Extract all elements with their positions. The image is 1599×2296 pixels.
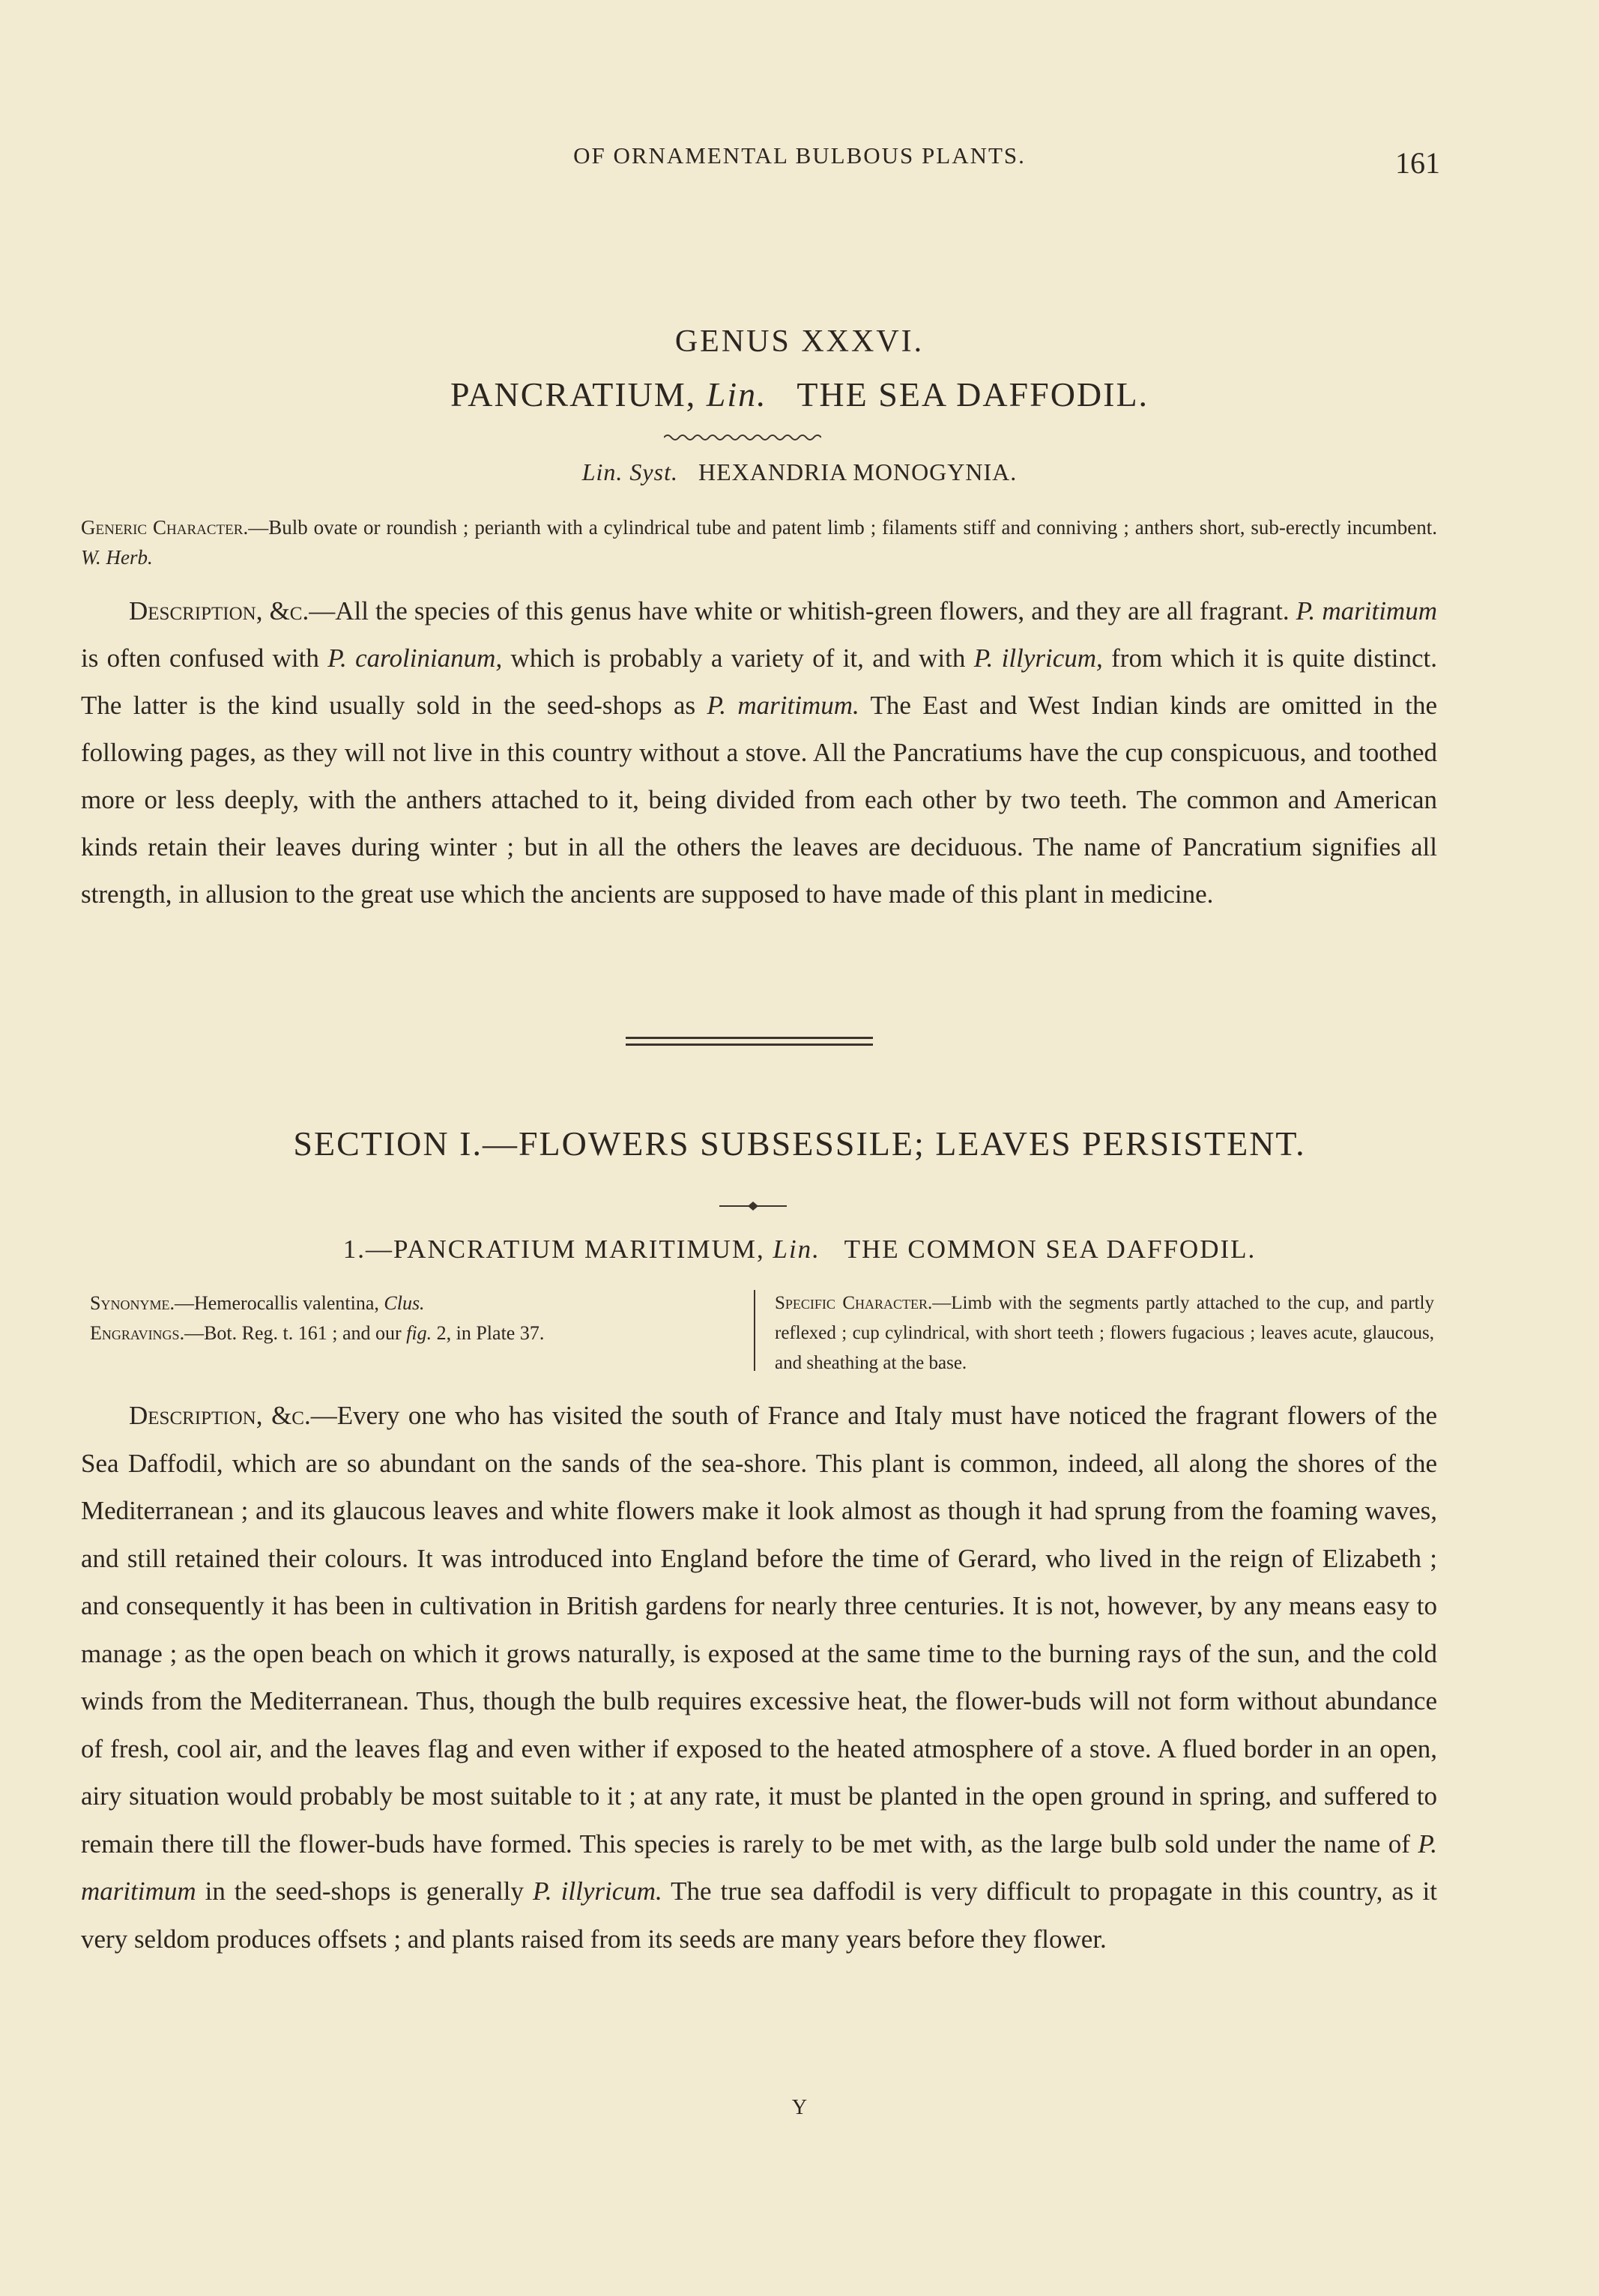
description-text: —All the species of this genus have white or whitish-green flowers, and they are all fragrant.	[309, 596, 1296, 626]
genus-description	[81, 587, 1437, 918]
signature-mark: Y	[791, 2096, 808, 2119]
genus-subtitle	[0, 375, 1599, 414]
engravings-label: Engravings.	[90, 1322, 185, 1344]
synonyme-label: Synonyme.	[90, 1292, 175, 1314]
genus-common-name: THE SEA DAFFODIL.	[797, 375, 1149, 414]
page-number: 161	[1395, 146, 1440, 180]
column-divider	[754, 1290, 755, 1371]
specific-character-text: —Limb with the segments partly attached to the cup, and partly reflexed ; cup cylindrical, with short teeth ; flowers fugacious ; leaves acute, glaucous, and sheathing at the base.	[775, 1293, 1434, 1373]
species-name: P. maritimum.	[707, 691, 859, 720]
species-name: P. maritimum	[1296, 596, 1437, 626]
generic-character-authority: W. Herb.	[81, 546, 153, 569]
description-text: from which it is quite distinct. The latter is the kind usually sold in the seed-shops as	[81, 643, 1437, 720]
specific-character-label: Specific Character.	[775, 1293, 933, 1313]
species-description	[81, 1392, 1437, 1963]
species-title-name: 1.—PANCRATIUM MARITIMUM,	[342, 1235, 765, 1264]
species-name: P. maritimum	[81, 1829, 1437, 1906]
description-label: Description, &c.	[129, 1401, 311, 1430]
synonyme-authority: Clus.	[384, 1292, 425, 1314]
generic-character-label: Generic Character.	[81, 516, 249, 539]
description-label: Description, &c.	[129, 596, 309, 626]
generic-character-text: —Bulb ovate or roundish ; perianth with a cylindrical tube and patent limb ; filaments stiff and conniving ; anthers short, sub-erectly incumbent.	[248, 516, 1437, 539]
section-title: SECTION I.—FLOWERS SUBSESSILE; LEAVES PERSISTENT.	[293, 1124, 1306, 1163]
section-ornament	[719, 1199, 787, 1214]
wavy-rule-ornament	[664, 433, 821, 442]
genus-authority: Lin.	[706, 375, 767, 414]
description-text: The true sea daffodil is very difficult to propagate in this country, as it very seldom produces offsets ; and plants raised from its seeds are many years before they flower.	[81, 1877, 1438, 1954]
description-text: in the seed-shops is generally	[196, 1877, 533, 1906]
description-text: —Every one who has visited the south of France and Italy must have noticed the fragrant flowers of the Sea Daffodil, which are so abundant on the sands of the sea-shore. This plant is common, indeed, all along the shores of the Mediterranean ; and its glaucous leaves and white flowers make it look almost as though it had sprung from the foaming waves, and still retained their colours. It was introduced into England before the time of Gerard, who lived in the reign of Elizabeth ; and consequently it has been in cultivation in British gardens for nearly three centuries. It is not, however, by any means easy to manage ; as the open beach on which it grows naturally, is exposed at the same time to the burning rays of the sun, and the cold winds from the Mediterranean. Thus, though the bulb requires excessive heat, the flower-buds will not form without abundance of fresh, cool air, and the leaves flag and even wither if exposed to the heated atmosphere of a stove. A flued border in an open, airy situation would probably be most suitable to it ; at any rate, it must be planted in the open ground in spring, and suffered to remain there till the flower-buds have formed. This species is rarely to be met with, as the large bulb sold under the name of	[81, 1401, 1437, 1859]
synonyme-line	[90, 1288, 742, 1318]
engravings-rest: 2, in Plate 37.	[436, 1322, 545, 1344]
engravings-line	[90, 1318, 742, 1348]
genus-name: PANCRATIUM,	[450, 375, 697, 414]
species-name: P. illyricum.	[532, 1877, 662, 1906]
specific-character	[775, 1288, 1434, 1378]
running-head: OF ORNAMENTAL BULBOUS PLANTS.	[573, 142, 1026, 169]
species-name: P. illyricum,	[973, 643, 1103, 673]
description-text: which is probably a variety of it, and with	[502, 643, 974, 673]
synonyme-text: —Hemerocallis valentina,	[174, 1292, 379, 1314]
species-name: P. carolinianum,	[327, 643, 503, 673]
generic-character	[81, 512, 1437, 572]
classification-line	[0, 458, 1599, 486]
species-common-name: THE COMMON SEA DAFFODIL.	[844, 1235, 1257, 1264]
species-title	[0, 1235, 1599, 1264]
double-rule-divider	[626, 1037, 873, 1046]
classification-name: HEXANDRIA MONOGYNIA.	[698, 458, 1018, 485]
species-title-authority: Lin.	[773, 1235, 820, 1264]
engravings-text: —Bot. Reg. t. 161 ; and our	[184, 1322, 402, 1344]
synonyme-engravings-column	[90, 1288, 742, 1348]
classification-prefix: Lin. Syst.	[581, 458, 678, 485]
description-text: The East and West Indian kinds are omitted in the following pages, as they will not live in this country without a stove. All the Pancratiums have the cup conspicuous, and toothed more or less deeply, with the anthers attached to it, being divided from each other by two teeth. The common and American kinds retain their leaves during winter ; but in all the others the leaves are deciduous. The name of Pancratium signifies all strength, in allusion to the great use which the ancients are supposed to have made of this plant in medicine.	[81, 691, 1438, 909]
engravings-fig: fig.	[406, 1322, 432, 1344]
genus-title: GENUS XXXVI.	[674, 324, 925, 359]
description-text: is often confused with	[81, 643, 328, 673]
